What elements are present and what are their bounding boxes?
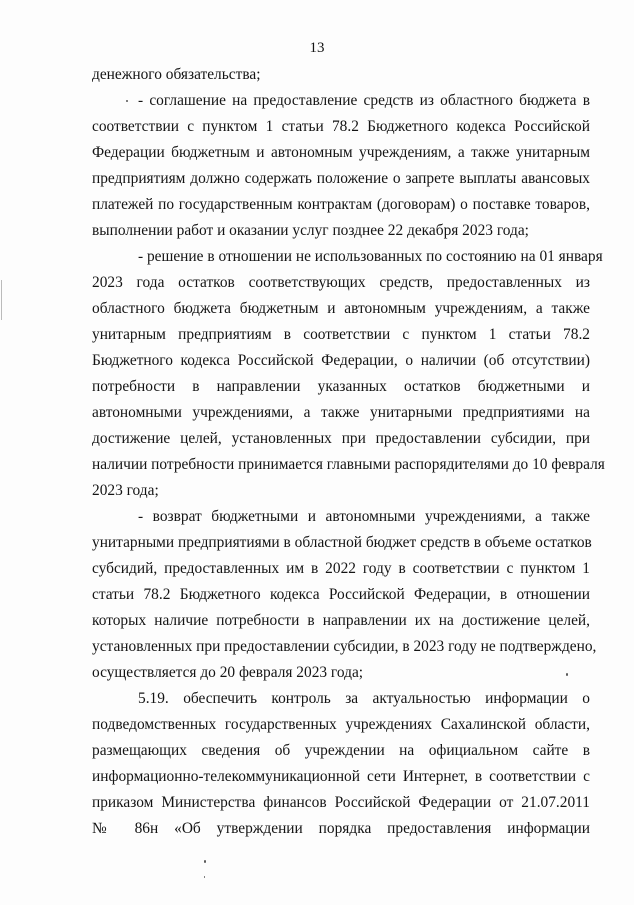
text-line: достижение целей, установленных при предоставлении субсидии, при <box>92 430 590 447</box>
text-line: Бюджетного кодекса Российской Федерации, о наличии (об отсутствии) <box>92 352 590 369</box>
text-line: выполнении работ и оказании услуг позднее 22 декабря 2023 года; <box>92 222 529 239</box>
text-line: 5.19. обеспечить контроль за актуальностью информации о <box>138 690 590 707</box>
page-number: 13 <box>309 40 325 56</box>
text-line: соответствии с пунктом 1 статьи 78.2 Бюджетного кодекса Российской <box>92 118 590 135</box>
text-line: статьи 78.2 Бюджетного кодекса Российской Федерации, в отношении <box>92 586 590 603</box>
scan-speck <box>566 673 568 676</box>
text-line: подведомственных государственных учреждениях Сахалинской области, <box>92 716 590 733</box>
text-line: субсидий, предоставленных им в 2022 году в соответствии с пунктом 1 <box>92 560 590 577</box>
text-line: унитарным предприятиям в соответствии с пунктом 1 статьи 78.2 <box>92 326 590 343</box>
text-line: установленных при предоставлении субсидии, в 2023 году не подтверждено, <box>92 638 597 655</box>
text-line: которых наличие потребности в направлении их на достижение целей, <box>92 612 590 629</box>
scan-speck <box>204 876 205 878</box>
text-line: наличии потребности принимается главными распорядителями до 10 февраля <box>92 456 605 473</box>
text-line: автономными учреждениями, а также унитарными предприятиями на <box>92 404 590 421</box>
scan-speck <box>204 860 206 863</box>
text-line: денежного обязательства; <box>92 66 261 83</box>
text-line: платежей по государственным контрактам (договорам) о поставке товаров, <box>92 196 590 213</box>
text-line: информационно-телекоммуникационной сети Интернет, в соответствии с <box>92 768 590 785</box>
text-line: осуществляется до 20 февраля 2023 года; <box>92 664 364 681</box>
text-line: областного бюджета бюджетным и автономным учреждениям, а также <box>92 300 590 317</box>
text-line: унитарными предприятиями в областной бюджет средств в объеме остатков <box>92 534 592 551</box>
text-line: № 86н «Об утверждении порядка предоставления информации <box>92 820 590 837</box>
document-body <box>92 62 605 842</box>
text-line: - возврат бюджетными и автономными учреждениями, а также <box>138 508 590 525</box>
text-line: - решение в отношении не использованных по состоянию на 01 января <box>138 248 603 265</box>
scan-speck <box>126 100 128 102</box>
text-line: - соглашение на предоставление средств из областного бюджета в <box>138 92 590 109</box>
text-line: приказом Министерства финансов Российской Федерации от 21.07.2011 <box>92 794 590 811</box>
text-line: 2023 года остатков соответствующих средств, предоставленных из <box>92 274 590 291</box>
text-line: Федерации бюджетным и автономным учреждениям, а также унитарным <box>92 144 590 161</box>
text-line: 2023 года; <box>92 482 159 499</box>
text-line: предприятиям должно содержать положение о запрете выплаты авансовых <box>92 170 590 187</box>
text-line: размещающих сведения об учреждении на официальном сайте в <box>92 742 590 759</box>
text-line: потребности в направлении указанных остатков бюджетными и <box>92 378 590 395</box>
scan-speck <box>1 280 2 320</box>
